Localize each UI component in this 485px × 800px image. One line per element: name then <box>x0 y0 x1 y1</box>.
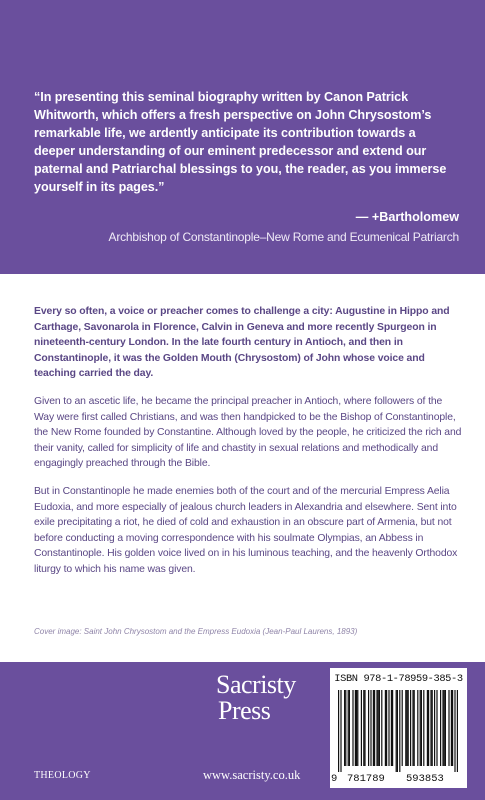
barcode-bar <box>457 690 458 772</box>
quote-author: — +Bartholomew <box>355 210 459 224</box>
barcode-bar <box>352 690 353 766</box>
barcode-bar <box>388 690 389 766</box>
publisher-band <box>0 662 485 800</box>
category-label: THEOLOGY <box>34 770 91 781</box>
barcode-bar <box>414 690 415 766</box>
barcode-bar <box>349 690 350 766</box>
quote-author-title: Archbishop of Constantinople–New Rome and Ecumenical Patriarch <box>108 230 459 244</box>
barcode-bar <box>399 690 400 772</box>
blurb-paragraph-3: But in Constantinople he made enemies both of the court and of the mercurial Empress Aelia Eudoxia, and more especially of jealous church leaders in Alexandria and elsewhere. Sent into exile precipitating a riot, he died of cold and exhaustion in an obscure part of Armenia, but not before conducting a moving correspondence with his soulmate Olympias, an Abbess in Constantinople. His golden voice lived on in his luminous teaching, and the heavenly Orthodox liturgy to which his name was given. <box>34 485 458 575</box>
blurb <box>34 304 462 590</box>
blurb-intro: Every so often, a voice or preacher comes to challenge a city: Augustine in Hippo and Carthage, Savonarola in Florence, Calvin in Geneva and more recently Spurgeon in nineteenth-century London. In the late fourth century in Antioch, and then in Constantinople, it was the Golden Mouth (Chrysostom) of John whose voice and teaching carried the day. <box>34 306 450 380</box>
barcode-bar <box>397 690 398 772</box>
quote-band <box>0 0 485 274</box>
barcode-bar <box>421 690 422 766</box>
barcode-bar <box>363 690 364 766</box>
barcode-bar <box>452 690 453 766</box>
barcode-bar <box>442 690 443 766</box>
blurb-paragraph-2: Given to an ascetic life, he became the principal preacher in Antioch, where followers of the Way were first called Christians, and was then handpicked to be the Bishop of Constantinople, the New Rome founded by Constantine. Although loved by the people, he criticized the rich and their vanity, called for simplicity of life and chastity in sexual relations and methodically and engagingly preached through the Bible. <box>34 395 462 470</box>
ean-left-group: 781789 <box>347 773 385 785</box>
barcode-bar <box>436 690 437 766</box>
barcode-bar <box>417 690 418 766</box>
barcode-bar <box>444 690 445 766</box>
barcode-bar <box>345 690 346 766</box>
barcode-bar <box>361 690 362 766</box>
barcode-bar <box>376 690 377 766</box>
publisher-logo <box>216 672 326 724</box>
barcode-bar <box>385 690 386 766</box>
barcode-bar <box>448 690 449 766</box>
barcode-bar <box>348 690 349 766</box>
barcode-bar <box>454 690 455 772</box>
barcode-bar <box>391 690 392 766</box>
barcode-bar <box>445 690 446 766</box>
barcode-bar <box>340 690 341 772</box>
barcode-bar <box>368 690 369 766</box>
barcode-bar <box>420 690 421 766</box>
barcode-bar <box>373 690 374 766</box>
barcode-bar <box>405 690 406 766</box>
barcode-bar <box>428 690 429 766</box>
barcode-bar <box>355 690 356 766</box>
barcode-bar <box>406 690 407 766</box>
publisher-name-line2: Press <box>218 696 271 725</box>
barcode-bar <box>451 690 452 766</box>
publisher-website: www.sacristy.co.uk <box>203 768 301 782</box>
publisher-name-line1: Sacristy <box>216 670 296 699</box>
barcode-bar <box>396 690 397 772</box>
barcode-bar <box>430 690 431 766</box>
barcode-bar <box>434 690 435 766</box>
barcode-bar <box>344 690 345 766</box>
barcode-bar <box>392 690 393 766</box>
barcode-bar <box>378 690 379 766</box>
barcode-bar <box>410 690 411 766</box>
ean-right-group: 593853 <box>406 773 444 785</box>
barcode-bar <box>408 690 409 766</box>
barcode-bar <box>356 690 357 766</box>
barcode-bar <box>432 690 433 766</box>
barcode-bar <box>386 690 387 766</box>
endorsement-quote: “In presenting this seminal biography written by Canon Patrick Whitworth, which offers a fresh perspective on John Chrysostom’s remarkable life, we ardently anticipate its contribution towards a deeper understanding of our eminent predecessor and extend our paternal and Patriarchal blessings to you, the reader, as you immerse yourself in its pages.” <box>34 90 447 194</box>
isbn-label: ISBN 978-1-78959-385-3 <box>334 673 463 685</box>
barcode-bar <box>370 690 371 766</box>
barcode-bar <box>364 690 365 766</box>
ean-first-digit: 9 <box>331 773 338 785</box>
cover-image-credit: Cover image: Saint John Chrysostom and the Empress Eudoxia (Jean-Paul Laurens, 1893) <box>34 627 358 636</box>
barcode-bar <box>412 690 413 766</box>
barcode-panel <box>330 668 467 788</box>
barcode-bar <box>440 690 441 766</box>
barcode-bar <box>357 690 358 766</box>
barcode-bar <box>379 690 380 766</box>
barcode-bar <box>374 690 375 766</box>
barcode-bar <box>423 690 424 766</box>
barcode-bar <box>427 690 428 766</box>
barcode-icon <box>336 690 461 772</box>
barcode-bar <box>381 690 382 766</box>
barcode-bar <box>338 690 339 772</box>
barcode-bar <box>402 690 403 766</box>
